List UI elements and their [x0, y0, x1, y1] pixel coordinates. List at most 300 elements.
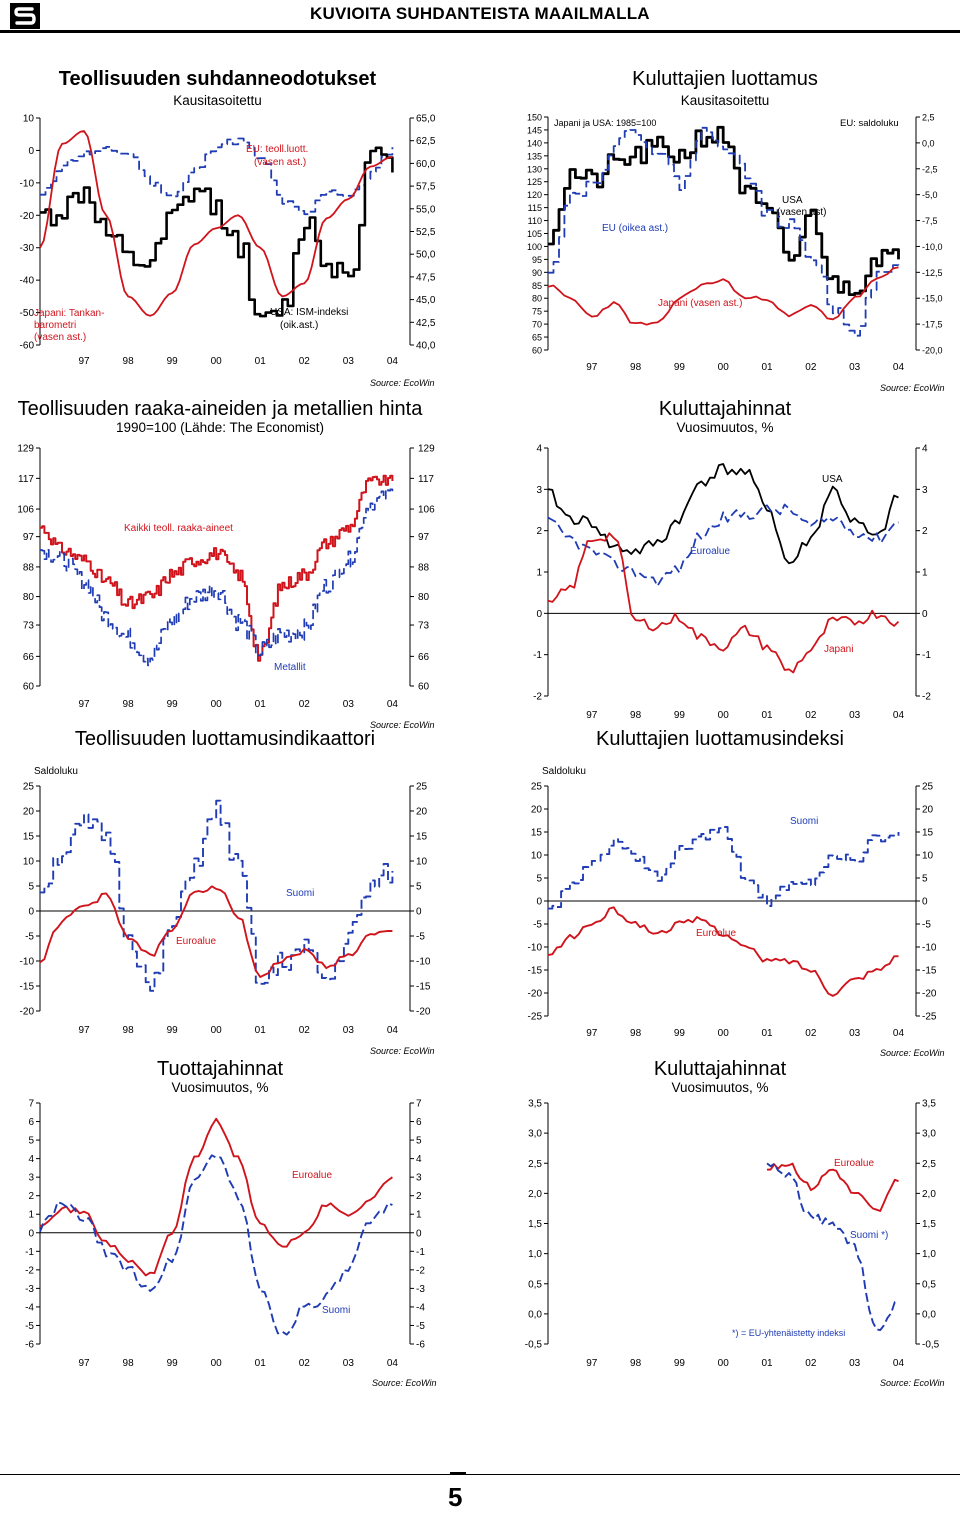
y-tick-label-left: 105 [526, 229, 542, 239]
source-label: Source: EcoWin [370, 1046, 435, 1056]
y-tick-label-left: 75 [531, 306, 542, 317]
y-tick-label-left: 1 [536, 567, 542, 579]
y-tick-label-right: -20,0 [922, 345, 943, 356]
label-euro-area: Euroalue [690, 546, 731, 557]
y-tick-label-right: -10 [922, 942, 937, 954]
x-tick-label: 02 [298, 1025, 310, 1036]
x-tick-label: 03 [342, 356, 354, 367]
y-tick-label-left: 2,5 [528, 1158, 542, 1170]
y-tick-label-right: -5 [416, 1320, 425, 1332]
y-tick-label-right: -1 [416, 1246, 425, 1258]
chart-consumer-confidence [480, 60, 960, 400]
y-tick-label-right: 50,0 [416, 249, 436, 261]
y-tick-label-right: 25 [416, 781, 428, 793]
y-tick-label-right: 62,5 [416, 136, 436, 148]
y-tick-label-left: -2 [25, 1265, 34, 1277]
label-euro-area: Euroalue [834, 1158, 875, 1169]
chart-consumer-prices-finland [480, 1058, 960, 1390]
series-line-usa-ism-indeksi-oik-ast [40, 148, 392, 316]
y-tick-label-right: 1 [922, 567, 928, 579]
chart-title: Kuluttajien luottamusindeksi [596, 728, 844, 750]
x-tick-label: 01 [254, 699, 266, 710]
y-tick-label-right: 4 [922, 443, 928, 455]
label-eu: EU (oikea ast.) [602, 223, 669, 234]
y-tick-label-right: -2,5 [922, 164, 938, 175]
x-tick-label: 97 [78, 356, 90, 367]
y-tick-label-left: 65 [531, 332, 542, 343]
label-japan: Japani [824, 644, 854, 655]
y-tick-label-left: 110 [527, 216, 542, 227]
footer-dash [450, 1472, 466, 1474]
y-tick-label-left: -15 [19, 981, 34, 993]
y-tick-label-left: -40 [19, 275, 34, 287]
chart-title: Kuluttajahinnat [658, 398, 792, 420]
label-japan: Japani (vasen ast.) [658, 298, 743, 309]
y-tick-label-right: 20 [922, 804, 934, 816]
label-euro-area: Euroalue [696, 928, 737, 939]
chart-plot [0, 398, 450, 728]
x-tick-label: 98 [122, 1358, 134, 1369]
series-line-suomi [767, 1163, 899, 1330]
y-tick-label-right: -20 [922, 988, 937, 1000]
y-tick-label-left: 88 [22, 562, 34, 574]
y-tick-label-left: 20 [22, 806, 34, 818]
y-tick-label-left: 70 [531, 319, 542, 330]
x-tick-label: 99 [166, 356, 178, 367]
series-line-euroalue [40, 886, 392, 977]
y-tick-label-right: 0 [416, 1228, 422, 1240]
x-tick-label: 00 [210, 356, 222, 367]
label-finland: Suomi *) [850, 1230, 889, 1241]
y-tick-label-right: -4 [416, 1302, 425, 1314]
y-tick-label-left: 3 [536, 484, 542, 496]
y-tick-label-right: -5 [922, 919, 931, 931]
x-tick-label: 03 [342, 1025, 354, 1036]
x-tick-label: 03 [849, 362, 861, 373]
label-usa-axis: (oik.ast.) [280, 320, 319, 331]
x-tick-label: 01 [254, 1025, 266, 1036]
y-tick-label-left: 0 [536, 896, 542, 908]
label-usa: USA [822, 474, 843, 485]
y-tick-label-right: 88 [418, 562, 430, 574]
x-tick-label: 04 [892, 362, 905, 373]
chart-title: Teollisuuden luottamusindikaattori [74, 728, 376, 750]
x-tick-label: 99 [673, 362, 685, 373]
chart-plot [480, 728, 960, 1060]
x-tick-label: 04 [892, 1358, 905, 1369]
y-tick-label-left: 10 [22, 856, 34, 868]
y-tick-label-left: -10 [19, 178, 34, 190]
y-tick-label-right: 0 [416, 906, 422, 918]
label-usa: USA: ISM-indeksi [270, 307, 349, 318]
y-tick-label-left: 0 [28, 1228, 34, 1240]
source-label: Source: EcoWin [880, 383, 945, 393]
y-tick-label-left: -1 [533, 650, 542, 662]
y-tick-label-right: 57,5 [416, 181, 436, 193]
y-tick-label-right: -25 [922, 1011, 937, 1023]
y-tick-label-right: 47,5 [416, 272, 436, 284]
y-tick-label-right: 3 [922, 484, 928, 496]
chart-title: Teollisuuden suhdanneodotukset [58, 68, 377, 90]
y-tick-label-right: -10 [416, 956, 431, 968]
y-tick-label-left: -10 [19, 956, 34, 968]
y-tick-label-left: -30 [19, 243, 34, 255]
chart-producer-prices [0, 1058, 450, 1390]
header-title: KUVIOITA SUHDANTEISTA MAAILMALLA [310, 4, 650, 23]
y-tick-label-left: 1 [28, 1209, 34, 1221]
y-tick-label-right: 40,0 [416, 340, 436, 352]
y-tick-label-right: 45,0 [416, 295, 436, 307]
series-line-suomi [548, 827, 899, 909]
x-tick-label: 03 [849, 1028, 861, 1039]
y-tick-label-right: 2 [416, 1191, 422, 1203]
y-tick-label-left: 2,0 [528, 1188, 542, 1200]
y-tick-label-right: 0 [922, 608, 928, 620]
source-label: Source: EcoWin [370, 720, 435, 730]
x-tick-label: 01 [761, 362, 773, 373]
series-line-euroalue [40, 1119, 392, 1276]
chart-subtitle: Kausitasoitettu [680, 93, 770, 108]
label-footnote: *) = EU-yhtenäistetty indeksi [732, 1328, 846, 1338]
x-tick-label: 98 [630, 710, 642, 721]
x-tick-label: 99 [166, 699, 178, 710]
y-tick-label-left: 85 [531, 280, 542, 291]
y-tick-label-left: 4 [536, 443, 542, 455]
y-tick-label-right: -17,5 [922, 319, 943, 330]
y-tick-label-right: 2,5 [922, 112, 935, 123]
chart-consumer-confidence-index [480, 728, 960, 1060]
x-tick-label: 98 [122, 356, 134, 367]
y-tick-label-left: 125 [526, 177, 542, 188]
y-tick-label-right: 42,5 [416, 317, 436, 329]
chart-industrial-confidence [0, 728, 450, 1058]
y-tick-label-left: 135 [526, 151, 542, 162]
chart-plot [0, 728, 450, 1058]
x-tick-label: 97 [78, 1358, 90, 1369]
y-tick-label-left: 115 [527, 203, 542, 214]
y-tick-label-right: 1 [416, 1209, 422, 1221]
x-tick-label: 97 [78, 699, 90, 710]
x-tick-label: 01 [761, 710, 773, 721]
x-tick-label: 99 [673, 710, 685, 721]
y-tick-label-left: -3 [25, 1283, 34, 1295]
page-header [0, 0, 960, 30]
chart-subtitle: 1990=100 (Lähde: The Economist) [115, 420, 325, 435]
x-tick-label: 97 [586, 1358, 598, 1369]
series-line-japani-vasen-ast [548, 267, 899, 325]
y-tick-label-right: 5 [416, 1135, 422, 1147]
series-line-euroalue [548, 907, 899, 996]
chart-consumer-prices-regions [480, 398, 960, 728]
y-tick-label-right: 60 [418, 681, 430, 693]
chart-subtitle: Kausitasoitettu [173, 93, 262, 108]
x-tick-label: 02 [298, 699, 310, 710]
x-tick-label: 98 [122, 699, 134, 710]
y-tick-label-right: -1 [922, 650, 931, 662]
chart-title: Kuluttajien luottamus [632, 68, 818, 90]
y-tick-label-left: 90 [531, 267, 542, 278]
y-tick-label-left: -20 [527, 988, 542, 1000]
y-tick-label-left: -0,5 [524, 1339, 542, 1351]
x-tick-label: 04 [892, 710, 905, 721]
y-tick-label-right: -15,0 [922, 293, 943, 304]
label-finland: Suomi [322, 1305, 351, 1316]
chart-subtitle: Vuosimuutos, % [676, 420, 774, 435]
x-tick-label: 98 [122, 1025, 134, 1036]
y-tick-label-left: 120 [526, 190, 542, 201]
x-tick-label: 98 [630, 362, 642, 373]
y-tick-label-right: 0,5 [922, 1279, 936, 1291]
y-tick-label-left: 0,0 [528, 1309, 542, 1321]
chart-plot [0, 60, 450, 390]
x-tick-label: 99 [166, 1025, 178, 1036]
y-tick-label-left: 106 [17, 504, 34, 516]
y-tick-label-left: 2 [28, 1191, 34, 1203]
source-label: Source: EcoWin [880, 1048, 945, 1058]
y-tick-label-left: -1 [25, 1246, 34, 1258]
y-tick-label-right: -6 [416, 1339, 425, 1351]
y-tick-label-right: 129 [418, 443, 435, 455]
y-tick-label-left: -5 [25, 1320, 34, 1332]
label-japan-axis: (vasen ast.) [34, 332, 87, 343]
chart-plot [480, 398, 960, 728]
x-tick-label: 02 [298, 356, 310, 367]
y-tick-label-left: 0 [536, 608, 542, 620]
y-tick-label-left: 80 [22, 592, 34, 604]
source-label: Source: EcoWin [880, 1378, 945, 1388]
y-tick-label-left: 4 [28, 1154, 34, 1166]
x-tick-label: 98 [630, 1358, 642, 1369]
label-balance: Saldoluku [34, 766, 78, 777]
x-tick-label: 97 [586, 1028, 598, 1039]
source-label: Source: EcoWin [372, 1378, 437, 1388]
y-tick-label-left: 0 [28, 145, 34, 157]
chart-plot [0, 1058, 450, 1390]
x-tick-label: 02 [805, 362, 817, 373]
x-tick-label: 04 [386, 356, 398, 367]
chart-title: Teollisuuden raaka-aineiden ja metallien hinta [17, 398, 423, 420]
y-tick-label-right: 80 [418, 592, 430, 604]
y-tick-label-left: 0 [28, 906, 34, 918]
label-raw-materials: Kaikki teoll. raaka-aineet [124, 523, 233, 534]
label-japan: Japani: Tankan- [34, 308, 105, 319]
y-tick-label-left: 10 [530, 850, 542, 862]
y-tick-label-right: 117 [418, 473, 434, 485]
x-tick-label: 99 [166, 1358, 178, 1369]
label-eu-axis: (vasen ast.) [254, 157, 307, 168]
y-tick-label-left: -60 [19, 340, 34, 352]
y-tick-label-left: 10 [22, 113, 34, 125]
y-tick-label-right: 6 [416, 1117, 422, 1129]
label-usa-axis: (vasen ast) [777, 207, 827, 218]
x-tick-label: 04 [892, 1028, 905, 1039]
x-tick-label: 03 [342, 699, 354, 710]
chart-plot [480, 60, 960, 400]
x-tick-label: 01 [254, 1358, 266, 1369]
x-tick-label: 00 [210, 1358, 222, 1369]
y-tick-label-left: 145 [526, 125, 542, 136]
y-tick-label-right: 60,0 [416, 158, 436, 170]
y-tick-label-left: 140 [526, 138, 542, 149]
y-tick-label-left: 150 [526, 112, 542, 123]
y-tick-label-left: -50 [19, 308, 34, 320]
series-line-japani-tankan-barometri-vasen-ast [40, 131, 392, 316]
y-tick-label-right: -20 [416, 1006, 431, 1018]
y-tick-label-left: 95 [531, 254, 542, 265]
page-number: 5 [448, 1482, 463, 1512]
y-tick-label-right: 15 [922, 827, 934, 839]
series-line-suomi [40, 801, 392, 991]
y-tick-label-right: 2,5 [922, 1158, 936, 1170]
header-rule [0, 30, 960, 33]
y-tick-label-left: 60 [22, 681, 34, 693]
y-tick-label-right: -3 [416, 1283, 425, 1295]
x-tick-label: 00 [717, 1028, 729, 1039]
y-tick-label-right: 97 [418, 532, 430, 544]
x-tick-label: 04 [386, 1358, 398, 1369]
footer-rule [0, 1474, 960, 1475]
y-tick-label-left: -5 [25, 931, 34, 943]
x-tick-label: 00 [210, 1025, 222, 1036]
y-tick-label-right: -0,5 [922, 1339, 940, 1351]
chart-subtitle: Vuosimuutos, % [171, 1080, 269, 1095]
chart-subtitle: Vuosimuutos, % [671, 1080, 769, 1095]
x-tick-label: 00 [210, 699, 222, 710]
y-tick-label-right: -10,0 [922, 241, 943, 252]
y-tick-label-left: 25 [22, 781, 34, 793]
y-tick-label-left: 1,5 [528, 1219, 542, 1230]
y-tick-label-left: 80 [531, 293, 542, 304]
label-eu-balance: EU: saldoluku [840, 118, 899, 129]
chart-title: Kuluttajahinnat [653, 1058, 787, 1080]
y-tick-label-left: -10 [527, 942, 542, 954]
y-tick-label-right: 3,0 [922, 1128, 936, 1140]
y-tick-label-left: 5 [536, 873, 542, 885]
y-tick-label-left: 3,5 [528, 1098, 542, 1110]
y-tick-label-right: 66 [418, 651, 430, 663]
x-tick-label: 02 [805, 1028, 817, 1039]
x-tick-label: 04 [386, 1025, 398, 1036]
y-tick-label-right: 4 [416, 1154, 422, 1166]
x-tick-label: 02 [298, 1358, 310, 1369]
label-japan-2: barometri [34, 320, 77, 331]
y-tick-label-right: 0 [922, 896, 928, 908]
y-tick-label-right: -7,5 [922, 216, 938, 227]
y-tick-label-right: 55,0 [416, 204, 436, 216]
y-tick-label-left: 7 [28, 1098, 34, 1110]
y-tick-label-right: 10 [922, 850, 934, 862]
y-tick-label-left: -5 [533, 919, 542, 931]
chart-title: Tuottajahinnat [156, 1058, 283, 1080]
y-tick-label-left: 1,0 [528, 1249, 542, 1261]
y-tick-label-right: 5 [416, 881, 422, 893]
y-tick-label-left: 73 [22, 620, 34, 632]
series-line-kaikki-teoll-raaka-aineet [40, 476, 392, 661]
y-tick-label-left: 60 [531, 345, 542, 356]
x-tick-label: 02 [805, 710, 817, 721]
chart-raw-materials-prices [0, 398, 450, 728]
y-tick-label-right: 0,0 [922, 1309, 936, 1321]
x-tick-label: 01 [761, 1028, 773, 1039]
y-tick-label-right: 1,5 [922, 1219, 936, 1230]
label-finland: Suomi [286, 888, 315, 899]
chart-industrial-expectations [0, 60, 450, 390]
y-tick-label-right: 65,0 [416, 113, 436, 125]
label-euro-area: Euroalue [176, 936, 217, 947]
y-tick-label-right: 10 [416, 856, 428, 868]
x-tick-label: 03 [849, 710, 861, 721]
label-metals: Metallit [274, 662, 306, 673]
y-tick-label-left: 129 [17, 443, 34, 455]
y-tick-label-right: 0,0 [922, 138, 935, 149]
y-tick-label-left: -4 [25, 1302, 34, 1314]
y-tick-label-left: 20 [530, 804, 542, 816]
y-tick-label-left: -6 [25, 1339, 34, 1351]
y-tick-label-right: 52,5 [416, 227, 436, 238]
y-tick-label-right: 2 [922, 526, 928, 538]
y-tick-label-right: 1,0 [922, 1249, 936, 1261]
y-tick-label-right: 73 [418, 620, 430, 632]
x-tick-label: 00 [717, 710, 729, 721]
y-tick-label-left: 5 [28, 881, 34, 893]
label-finland: Suomi [790, 816, 819, 827]
y-tick-label-left: 2 [536, 526, 542, 538]
x-tick-label: 99 [673, 1358, 685, 1369]
y-tick-label-right: 7 [416, 1098, 422, 1110]
y-tick-label-left: 66 [22, 651, 34, 663]
y-tick-label-left: 5 [28, 1135, 34, 1147]
x-tick-label: 04 [386, 699, 398, 710]
y-tick-label-right: 5 [922, 873, 928, 885]
y-tick-label-left: 15 [22, 831, 34, 843]
x-tick-label: 03 [342, 1358, 354, 1369]
y-tick-label-left: 25 [530, 781, 542, 793]
x-tick-label: 03 [849, 1358, 861, 1369]
y-tick-label-right: 3 [416, 1172, 422, 1184]
y-tick-label-left: 6 [28, 1117, 34, 1129]
label-euro-area: Euroalue [292, 1170, 333, 1181]
y-tick-label-left: -15 [527, 965, 542, 977]
x-tick-label: 01 [761, 1358, 773, 1369]
source-label: Source: EcoWin [370, 378, 435, 388]
y-tick-label-left: 97 [22, 532, 34, 544]
y-tick-label-right: -15 [922, 965, 937, 977]
x-tick-label: 99 [673, 1028, 685, 1039]
y-tick-label-left: 3 [28, 1172, 34, 1184]
y-tick-label-right: -12,5 [922, 267, 943, 278]
x-tick-label: 01 [254, 356, 266, 367]
y-tick-label-right: -2 [416, 1265, 425, 1277]
chart-plot [480, 1058, 960, 1390]
y-tick-label-right: -5 [416, 931, 425, 943]
y-tick-label-left: -2 [533, 691, 542, 703]
y-tick-label-left: 100 [526, 241, 542, 252]
label-usa: USA [782, 195, 803, 206]
series-line-metallit [40, 489, 392, 666]
y-tick-label-left: 15 [530, 827, 542, 839]
y-tick-label-left: 117 [18, 473, 34, 485]
label-balance: Saldoluku [542, 766, 586, 777]
x-tick-label: 97 [586, 362, 598, 373]
x-tick-label: 97 [586, 710, 598, 721]
series-line-euroalue [767, 1164, 899, 1211]
y-tick-label-right: 20 [416, 806, 428, 818]
x-tick-label: 97 [78, 1025, 90, 1036]
x-tick-label: 00 [717, 1358, 729, 1369]
x-tick-label: 02 [805, 1358, 817, 1369]
y-tick-label-right: 2,0 [922, 1188, 936, 1200]
y-tick-label-right: -15 [416, 981, 431, 993]
